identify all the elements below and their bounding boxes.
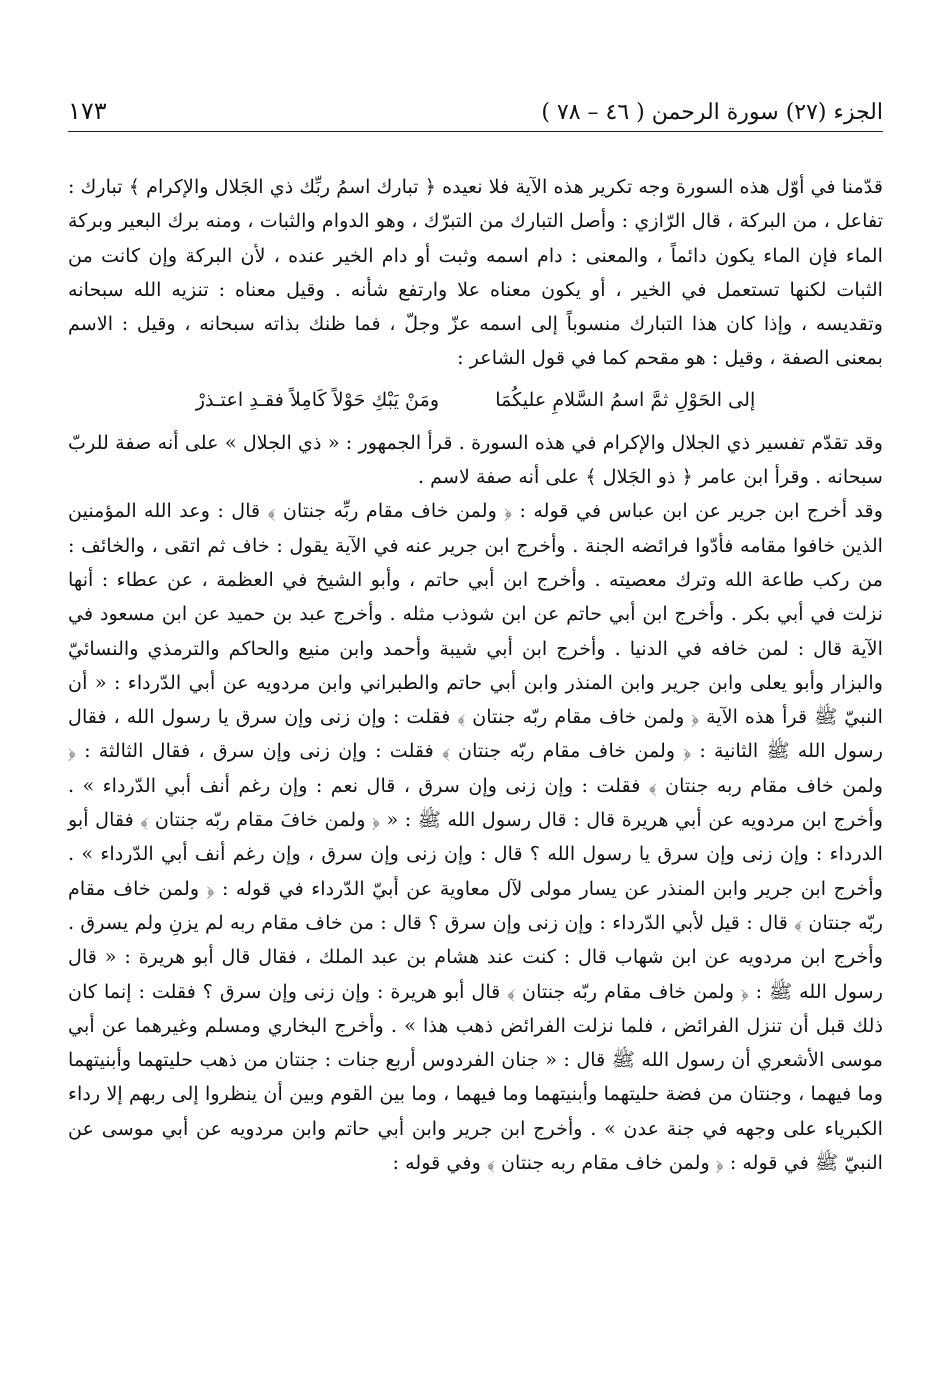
poem-hemistich-right: إلى الحَوْلِ ثمَّ اسمُ السَّلامِ عليكُمَا: [495, 387, 756, 411]
running-header: [68, 88, 883, 132]
page-number: ١٧٣: [68, 97, 107, 125]
body-text: [68, 170, 883, 1180]
header-title: الجزء (٢٧) سورة الرحمن ( ٤٦ – ٧٨ ): [541, 100, 883, 125]
paragraph-2: وقد تقدّم تفسير ذي الجلال والإكرام في هذه السورة . قرأ الجمهور : « ذي الجلال » على أنه صفة للربّ سبحانه . وقرأ ابن عامر ﴿ ذو الجَلال ﴾ على أنه صفة لاسم .: [68, 430, 883, 489]
paragraph-1: قدّمنا في أوّل هذه السورة وجه تكرير هذه الآية فلا نعيده ﴿ تبارك اسمُ ربِّك ذي الجَلال والإكرام ﴾ تبارك : تفاعل ، من البركة ، قال الرّازي : وأصل التبارك من التبرّك ، وهو الدوام والثبات ، ومنه برك البعير وبركة الماء فإن الماء يكون دائماً ، والمعنى : دام اسمه وثبت أو دام الخير عنده ، لأن البركة وإن كانت من الثبات لكنها تستعمل في الخير ، أو يكون معناه علا وارتفع شأنه . وقيل معناه : تنزيه الله سبحانه وتقديسه ، وإذا كان هذا التبارك منسوباً إلى اسمه عزّ وجلّ ، فما ظنك بذاته سبحانه ، وقيل : الاسم بمعنى الصفة ، وقيل : هو مقحم كما في قول الشاعر :: [68, 175, 883, 370]
paragraph-3: وقد أخرج ابن جرير عن ابن عباس في قوله : ﴿ ولمن خاف مقام ربِّه جنتان ﴾ قال : وعد الله المؤمنين الذين خافوا مقامه فأدّوا فرائضه الجنة . وأخرج ابن جرير عنه في الآية يقول : خاف ثم اتقى ، والخائف : من ركب طاعة الله وترك معصيته . وأخرج ابن أبي حاتم ، وأبو الشيخ في العظمة ، عن عطاء : أنها نزلت في أبي بكر . وأخرج ابن أبي حاتم عن ابن شوذب مثله . وأخرج عبد بن حميد عن ابن مسعود في الآية قال : لمن خافه في الدنيا . وأخرج ابن أبي شيبة وأحمد وابن منيع والحاكم والترمذي والنسائيّ والبزار وأبو يعلى وابن جرير وابن المنذر وابن أبي حاتم والطبراني وابن مردويه عن أبي الدّرداء : « أن النبيّ ﷺ قرأ هذه الآية ﴿ ولمن خاف مقام ربّه جنتان ﴾ فقلت : وإن زنى وإن سرق يا رسول الله ، فقال رسول الله ﷺ الثانية : ﴿ ولمن خاف مقام ربّه جنتان ﴾ فقلت : وإن زنى وإن سرق ، فقال الثالثة : ﴿ ولمن خاف مقام ربه جنتان ﴾ فقلت : وإن زنى وإن سرق ، قال نعم : وإن رغم أنف أبي الدّرداء » . وأخرج ابن مردويه عن أبي هريرة قال : قال رسول الله ﷺ : « ﴿ ولمن خافَ مقام ربّه جنتان ﴾ فقال أبو الدرداء : وإن زنى وإن سرق يا رسول الله ؟ قال : وإن زنى وإن سرق ، وإن رغم أنف أبي الدّرداء » . وأخرج ابن جرير وابن المنذر عن يسار مولى لآل معاوية عن أبيّ الدّرداء في قوله : ﴿ ولمن خاف مقام ربّه جنتان ﴾ قال : قيل لأبي الدّرداء : وإن زنى وإن سرق ؟ قال : من خاف مقام ربه لم يزنِ ولم يسرق . وأخرج ابن مردويه عن ابن شهاب قال : كنت عند هشام بن عبد الملك ، فقال قال أبو هريرة : « قال رسول الله ﷺ : ﴿ ولمن خاف مقام ربّه جنتان ﴾ قال أبو هريرة : وإن زنى وإن سرق ؟ فقلت : إنما كان ذلك قبل أن تنزل الفرائض ، فلما نزلت الفرائض ذهب هذا » . وأخرج البخاري ومسلم وغيرهما عن أبي موسى الأشعري أن رسول الله ﷺ قال : « جنان الفردوس أربع جنات : جنتان من ذهب حليتهما وأبنيتهما وما فيهما ، وجنتان من فضة حليتهما وأبنيتهما وما فيهما ، وما بين القوم وبين أن ينظروا إلى ربهم إلا رداء الكبرياء على وجهه في جنة عدن » . وأخرج ابن جرير وابن أبي حاتم وابن مردويه عن أبي موسى عن النبيّ ﷺ في قوله : ﴿ ولمن خاف مقام ربه جنتان ﴾ وفي قوله :: [68, 499, 883, 1175]
poem-verse: [68, 380, 883, 420]
poem-hemistich-left: ومَنْ يَبْكِ حَوْلاً كَامِلاً فقـدِ اعتـذرْ: [195, 387, 440, 411]
